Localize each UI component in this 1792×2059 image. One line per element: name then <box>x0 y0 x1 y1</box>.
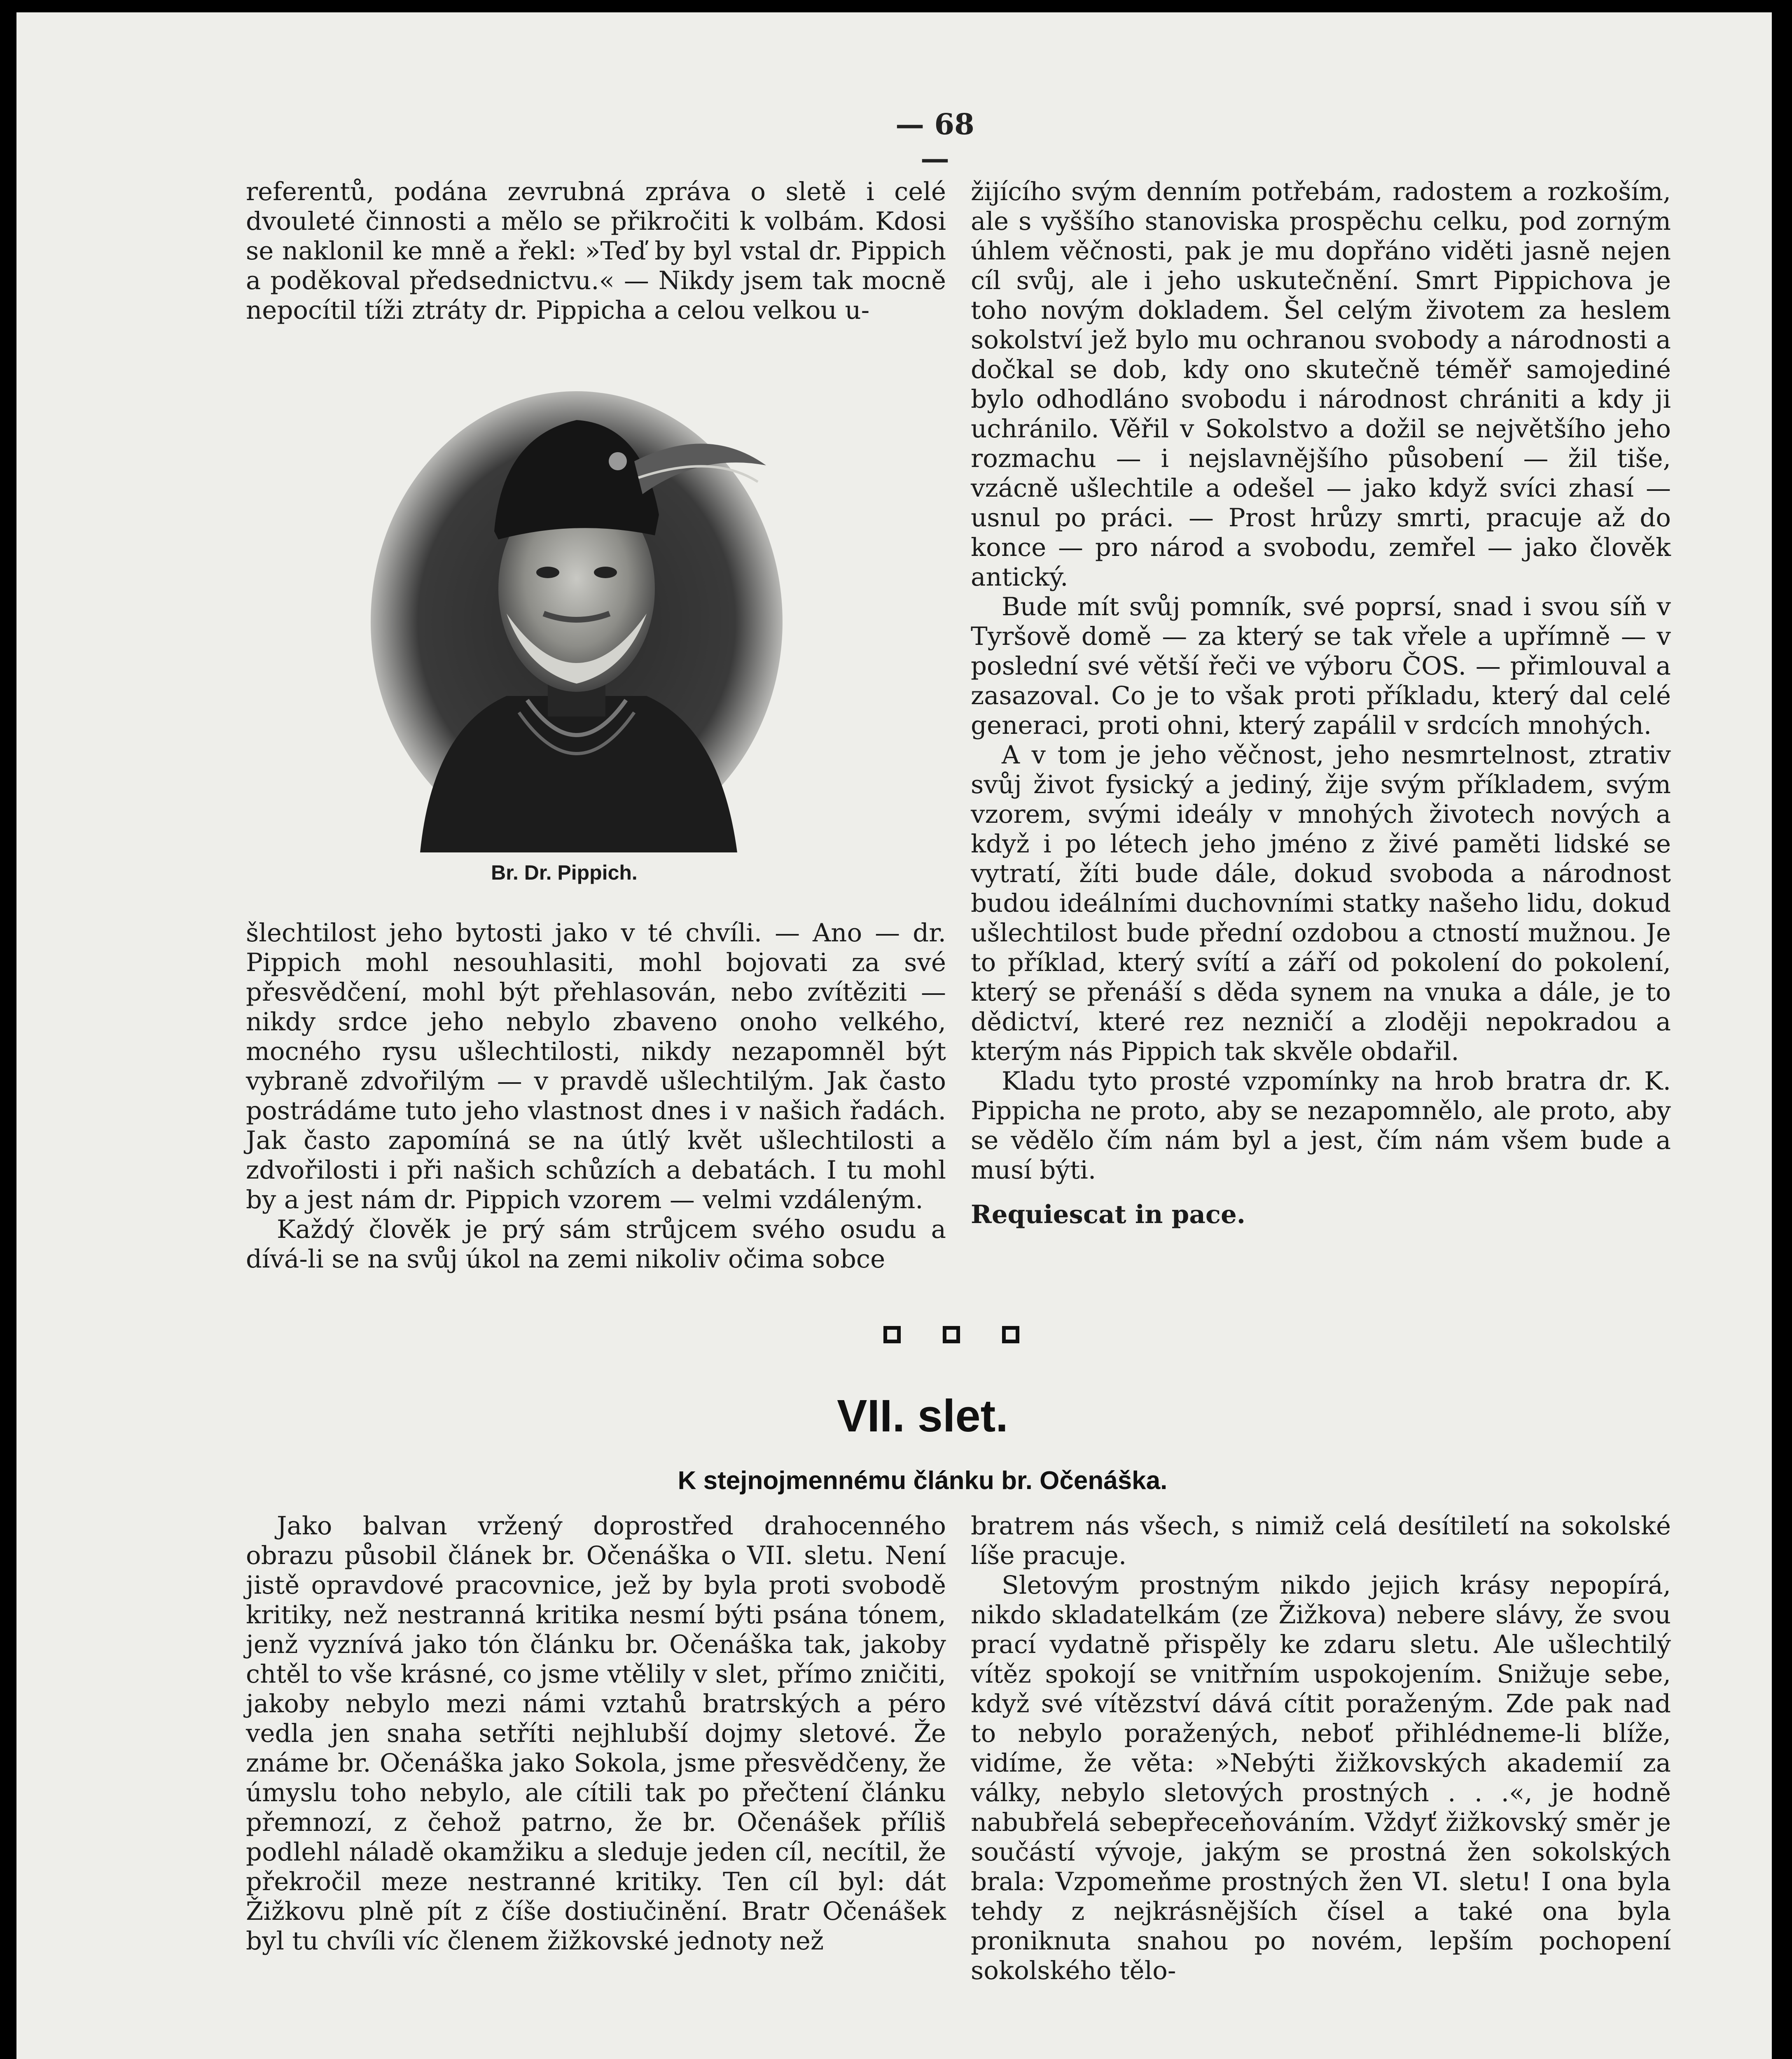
portrait-eye-right <box>594 567 617 578</box>
paragraph: Sletovým prostným nikdo jejich krásy nepopírá, nikdo skladatelkám (ze Žižkova) nebere slávy, že svou prací vydatně přispěly ke zdaru sletu. Ale ušlechtilý vítěz spokojí se vnitřním uspokojením. Snižuje sebe, když své vítězství dává cítit poraženým. Zde pak nad to nebylo poražených, neboť přihlédneme-li blíže, vidíme, že věta: »Nebýti žižkovských akademií za války, nebylo sletových prostných . . .«, je hodně nabubřelá sebepřeceňováním. Vždyť žižkovský směr je součástí vývoje, jakým se prostná žen sokolských brala: Vzpomeňme prostných žen VI. sletu! I ona byla tehdy z nejkrásnějších čísel a také ona byla proniknuta snahou po novém, lepším pochopení sokolského tělo- <box>971 1571 1671 1985</box>
square-ornament-icon <box>1002 1326 1019 1343</box>
paragraph: A v tom je jeho věčnost, jeho nesmrtelnost, ztrativ svůj život fysický a jediný, žije svým příkladem, svým vzorem, svými ideály v mnohých životech nových a když i po létech jeho jméno z živé paměti lidské se vytratí, žíti bude dále, dokud svoboda a národnost budou ideálními duchovními statky našeho lidu, dokud ušlechtilost bude přední ozdobou a ctností mužnou. Je to příklad, který svítí a září od pokolení do pokolení, který se přenáší s děda synem na vnuka a dále, je to dědictví, které rez nezničí a zloději nepokradou a kterým nás Pippich tak skvěle obdařil. <box>971 740 1671 1066</box>
paragraph: Kladu tyto prosté vzpomínky na hrob bratra dr. K. Pippicha ne proto, aby se nezapomnělo, ale proto, aby se vědělo čím nám byl a jest, čím nám všem bude a musí býti. <box>971 1067 1671 1185</box>
square-ornament-icon <box>943 1326 960 1343</box>
article2-column2 <box>971 1511 1671 1986</box>
paragraph: Každý člověk je prý sám strůjcem svého osudu a dívá-li se na svůj úkol na zemi nikoliv očima sobce <box>246 1215 946 1274</box>
closing-line: Requiescat in pace. <box>971 1200 1246 1229</box>
portrait-photo <box>371 358 783 852</box>
paragraph: bratrem nás všech, s nimiž celá desítiletí na sokolské líše pracuje. <box>971 1511 1671 1570</box>
article1-column1-bottom <box>246 918 946 1274</box>
portrait-cap-badge <box>609 452 627 470</box>
square-ornament-icon <box>883 1326 901 1343</box>
article2-column1 <box>246 1511 946 1956</box>
article1-column1-top <box>246 177 946 325</box>
paragraph: Jako balvan vržený doprostřed drahocenného obrazu působil článek br. Očenáška o VII. sletu. Není jistě opravdové pracovnice, jež by byla proti svobodě kritiky, než nestranná kritika nesmí býti psána tónem, jenž vyznívá jako tón článku br. Očenáška tak, jakoby chtěl to vše krásné, co jsme vtělily v slet, přímo zničiti, jakoby nebylo mezi námi vztahů bratrských a péro vedla jen snaha setříti nejhlubší dojmy sletové. Že známe br. Očenáška jako Sokola, jsme přesvědčeny, že úmyslu toho nebylo, ale cítili tak po přečtení článku přemnozí, z čehož patrno, že br. Očenášek příliš podlehl náladě okamžiku a sleduje jeden cíl, necítil, že překročil meze nestranné kritiky. Ten cíl byl: dát Žižkovu plně pít z číše dostiučinění. Bratr Očenášek byl tu chvíli víc členem žižkovské jednoty než <box>246 1511 946 1956</box>
section-separator <box>883 1326 1019 1343</box>
paragraph: referentů, podána zevrubná zpráva o sletě i celé dvouleté činnosti a mělo se přikročiti k volbám. Kdosi se naklonil ke mně a řekl: »Teď by byl vstal dr. Pippich a poděkoval předsednictvu.« — Nikdy jsem tak mocně nepocítil tíži ztráty dr. Pippicha a celou velkou u- <box>246 177 946 325</box>
article1-column2 <box>971 177 1671 1230</box>
article-subtitle: K stejnojmennému článku br. Očenáška. <box>678 1466 1168 1495</box>
paragraph: Bude mít svůj pomník, své poprsí, snad i svou síň v Tyršově domě — za který se tak vřele a upřímně — v poslední své větší řeči ve výboru ČOS. — přimlouval a zasazoval. Co je to však proti příkladu, který dal celé generaci, proti ohni, který zapálil v srdcích mnohých. <box>971 592 1671 740</box>
article-title: VII. slet. <box>837 1391 1008 1441</box>
portrait-caption: Br. Dr. Pippich. <box>491 861 638 884</box>
document-page <box>16 12 1772 2059</box>
portrait-eye-left <box>536 567 559 578</box>
paragraph: šlechtilost jeho bytosti jako v té chvíli. — Ano — dr. Pippich mohl nesouhlasiti, mohl bojovati za své přesvědčení, mohl být přehlasován, nebo zvítěziti — nikdy srdce jeho nebylo zbaveno onoho velkého, mocného rysu ušlechtilosti, nikdy nezapomněl být vybraně zdvořilým — v pravdě ušlechtilým. Jak často postrádáme tuto jeho vlastnost dnes i v našich řadách. Jak často zapomíná se na útlý květ ušlechtilosti a zdvořilosti i při našich schůzích a debatách. I tu mohl by a jest nám dr. Pippich vzorem — velmi vzdáleným. <box>246 918 946 1214</box>
paragraph: žijícího svým denním potřebám, radostem a rozkoším, ale s vyššího stanoviska prospěchu celku, pod zorným úhlem věčnosti, pak je mu dopřáno viděti jasně nejen cíl svůj, ale i jeho uskutečnění. Smrt Pippichova je toho novým dokladem. Šel celým životem za heslem sokolství jež bylo mu ochranou svobody a národnosti a dočkal se dob, kdy ono skutečně téměř samojediné bylo odhodláno svobodu i národnost chrániti a kdy ji uchránilo. Věřil v Sokolstvo a dožil se největšího jeho rozmachu — i nejslavnějšího působení — žil tiše, vzácně ušlechtile a odešel — jako když svíci zhasí — usnul po práci. — Prost hrůzy smrti, pracuje až do konce — pro národ a svobodu, zemřel — jako člověk antický. <box>971 177 1671 592</box>
page-number: — 68 — <box>895 107 974 175</box>
